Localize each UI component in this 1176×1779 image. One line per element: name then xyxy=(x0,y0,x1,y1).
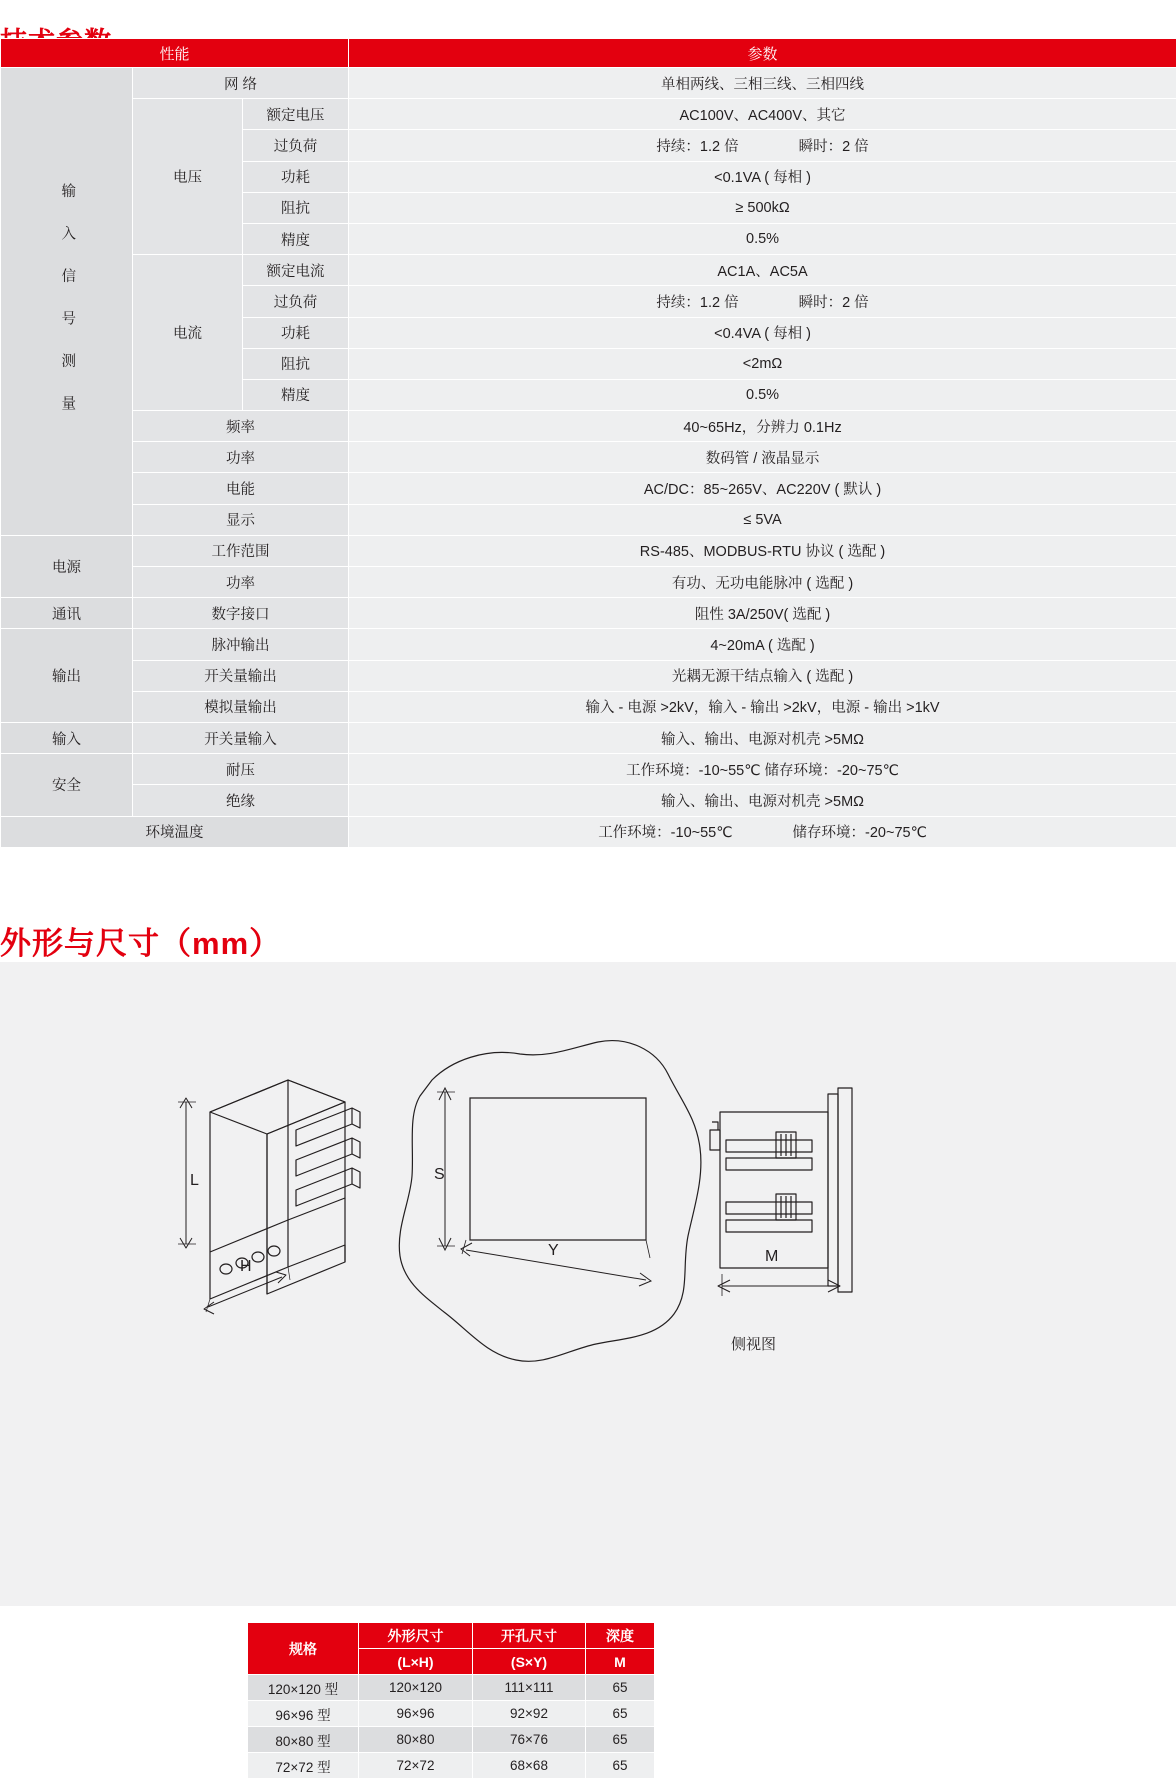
page-title-dimensions: 外形与尺寸（mm） xyxy=(0,918,281,963)
group-label-output: 输出 xyxy=(1,629,133,723)
row-value-voltage-power-consumption: <0.1VA ( 每相 ) xyxy=(349,161,1176,192)
cell-cutout: 76×76 xyxy=(473,1727,586,1753)
row-value-working-range: RS-485、MODBUS-RTU 协议 ( 选配 ) xyxy=(349,535,1176,566)
subgroup-label-current: 电流 xyxy=(133,255,243,411)
row-value-analog-output: 输入 - 电源 >2kV，输入 - 输出 >2kV，电源 - 输出 >1kV xyxy=(349,691,1176,722)
row-item-power-supply-power: 功率 xyxy=(133,567,349,598)
table-row xyxy=(1,504,1176,535)
cell-spec: 96×96 型 xyxy=(248,1701,359,1727)
row-value-voltage-accuracy: 0.5% xyxy=(349,223,1176,254)
dimension-label-Y: Y xyxy=(548,1242,559,1260)
row-item-current-accuracy: 精度 xyxy=(243,379,349,410)
dimension-label-S: S xyxy=(434,1166,445,1184)
row-value-power-supply-power: 有功、无功电能脉冲 ( 选配 ) xyxy=(349,567,1176,598)
value-continuous: 持续：1.2 倍 xyxy=(656,135,738,156)
column-subheader-lh: (L×H) xyxy=(359,1649,473,1675)
cell-outer: 96×96 xyxy=(359,1701,473,1727)
row-item-voltage-impedance: 阻抗 xyxy=(243,192,349,223)
row-value-network: 单相两线、三相三线、三相四线 xyxy=(349,68,1176,99)
row-value-current-impedance: <2mΩ xyxy=(349,348,1176,379)
row-item-switch-output: 开关量输出 xyxy=(133,660,349,691)
table-row xyxy=(1,535,1176,566)
cell-depth: 65 xyxy=(586,1701,655,1727)
row-value-switch-input: 输入、输出、电源对机壳 >5MΩ xyxy=(349,722,1176,753)
row-value-power: 数码管 / 液晶显示 xyxy=(349,442,1176,473)
group-label-communication: 通讯 xyxy=(1,598,133,629)
table-header-row xyxy=(1,39,1176,68)
cell-cutout: 68×68 xyxy=(473,1753,586,1779)
table-row xyxy=(1,754,1176,785)
specifications-table xyxy=(0,38,1176,848)
column-header-spec: 规格 xyxy=(248,1623,359,1675)
group-label-input-signal-measurement: 输 入 信 号 测 量 xyxy=(1,68,133,536)
row-value-frequency: 40~65Hz，分辨力 0.1Hz xyxy=(349,411,1176,442)
row-item-switch-input: 开关量输入 xyxy=(133,722,349,753)
cell-spec: 120×120 型 xyxy=(248,1675,359,1701)
table-row xyxy=(248,1675,655,1701)
cell-spec: 72×72 型 xyxy=(248,1753,359,1779)
cell-depth: 65 xyxy=(586,1753,655,1779)
table-row xyxy=(1,816,1176,847)
row-item-rated-current: 额定电流 xyxy=(243,255,349,286)
column-header-cutout-size: 开孔尺寸 xyxy=(473,1623,586,1649)
cell-cutout: 111×111 xyxy=(473,1675,586,1701)
row-value-insulation: 输入、输出、电源对机壳 >5MΩ xyxy=(349,785,1176,816)
row-item-working-range: 工作范围 xyxy=(133,535,349,566)
column-header-parameter: 参数 xyxy=(349,39,1176,68)
subgroup-label-voltage: 电压 xyxy=(133,99,243,255)
row-value-current-accuracy: 0.5% xyxy=(349,379,1176,410)
row-value-display: ≤ 5VA xyxy=(349,504,1176,535)
cell-outer: 72×72 xyxy=(359,1753,473,1779)
table-row xyxy=(248,1753,655,1779)
row-item-digital-interface: 数字接口 xyxy=(133,598,349,629)
column-header-outer-size: 外形尺寸 xyxy=(359,1623,473,1649)
group-label-safety: 安全 xyxy=(1,754,133,816)
table-row xyxy=(1,68,1176,99)
table-row xyxy=(1,691,1176,722)
row-item-withstand-voltage: 耐压 xyxy=(133,754,349,785)
dimension-label-M: M xyxy=(765,1248,778,1266)
row-value-withstand-voltage: 工作环境：-10~55℃ 储存环境：-20~75℃ xyxy=(349,754,1176,785)
cell-outer: 80×80 xyxy=(359,1727,473,1753)
table-row xyxy=(1,473,1176,504)
group-label-input: 输入 xyxy=(1,722,133,753)
cell-depth: 65 xyxy=(586,1675,655,1701)
row-item-analog-output: 模拟量输出 xyxy=(133,691,349,722)
row-value-voltage-impedance: ≥ 500kΩ xyxy=(349,192,1176,223)
table-row xyxy=(1,629,1176,660)
row-value-current-overload xyxy=(349,286,1176,317)
column-header-performance: 性能 xyxy=(1,39,349,68)
row-item-current-power-consumption: 功耗 xyxy=(243,317,349,348)
row-value-rated-voltage: AC100V、AC400V、其它 xyxy=(349,99,1176,130)
table-row xyxy=(1,99,1176,130)
dimension-label-H: H xyxy=(240,1258,252,1276)
row-item-current-impedance: 阻抗 xyxy=(243,348,349,379)
value-working-environment: 工作环境：-10~55℃ xyxy=(598,821,732,842)
cell-outer: 120×120 xyxy=(359,1675,473,1701)
dimension-drawings xyxy=(0,962,1176,1606)
row-item-insulation: 绝缘 xyxy=(133,785,349,816)
value-instantaneous: 瞬时：2 倍 xyxy=(799,291,869,312)
column-subheader-m: M xyxy=(586,1649,655,1675)
table-row xyxy=(248,1701,655,1727)
row-item-ambient-temperature: 环境温度 xyxy=(1,816,349,847)
table-row xyxy=(248,1727,655,1753)
group-label-power-supply: 电源 xyxy=(1,535,133,597)
value-continuous: 持续：1.2 倍 xyxy=(656,291,738,312)
cell-cutout: 92×92 xyxy=(473,1701,586,1727)
row-item-network: 网 络 xyxy=(133,68,349,99)
column-subheader-sy: (S×Y) xyxy=(473,1649,586,1675)
value-instantaneous: 瞬时：2 倍 xyxy=(799,135,869,156)
dimension-label-L: L xyxy=(190,1172,199,1190)
table-row xyxy=(1,660,1176,691)
row-value-digital-interface: 阻性 3A/250V( 选配 ) xyxy=(349,598,1176,629)
row-value-pulse-output: 4~20mA ( 选配 ) xyxy=(349,629,1176,660)
row-item-energy: 电能 xyxy=(133,473,349,504)
table-row xyxy=(1,722,1176,753)
cell-depth: 65 xyxy=(586,1727,655,1753)
row-value-energy: AC/DC：85~265V、AC220V ( 默认 ) xyxy=(349,473,1176,504)
column-header-depth: 深度 xyxy=(586,1623,655,1649)
row-item-voltage-accuracy: 精度 xyxy=(243,223,349,254)
dimensions-table xyxy=(247,1622,655,1779)
table-row xyxy=(1,598,1176,629)
row-item-pulse-output: 脉冲输出 xyxy=(133,629,349,660)
row-item-rated-voltage: 额定电压 xyxy=(243,99,349,130)
value-storage-environment: 储存环境：-20~75℃ xyxy=(793,821,927,842)
row-value-switch-output: 光耦无源干结点输入 ( 选配 ) xyxy=(349,660,1176,691)
row-value-rated-current: AC1A、AC5A xyxy=(349,255,1176,286)
row-item-voltage-overload: 过负荷 xyxy=(243,130,349,161)
dim-table-header-row-1 xyxy=(248,1623,655,1649)
table-row xyxy=(1,785,1176,816)
row-item-frequency: 频率 xyxy=(133,411,349,442)
figure-caption-side-view: 侧视图 xyxy=(731,1333,776,1354)
row-value-ambient-temperature xyxy=(349,816,1176,847)
row-value-voltage-overload xyxy=(349,130,1176,161)
table-row xyxy=(1,567,1176,598)
row-item-voltage-power-consumption: 功耗 xyxy=(243,161,349,192)
row-value-current-power-consumption: <0.4VA ( 每相 ) xyxy=(349,317,1176,348)
table-row xyxy=(1,255,1176,286)
cell-spec: 80×80 型 xyxy=(248,1727,359,1753)
row-item-display: 显示 xyxy=(133,504,349,535)
table-row xyxy=(1,411,1176,442)
row-item-power: 功率 xyxy=(133,442,349,473)
row-item-current-overload: 过负荷 xyxy=(243,286,349,317)
table-row xyxy=(1,442,1176,473)
dimension-figure-panel xyxy=(0,962,1176,1606)
